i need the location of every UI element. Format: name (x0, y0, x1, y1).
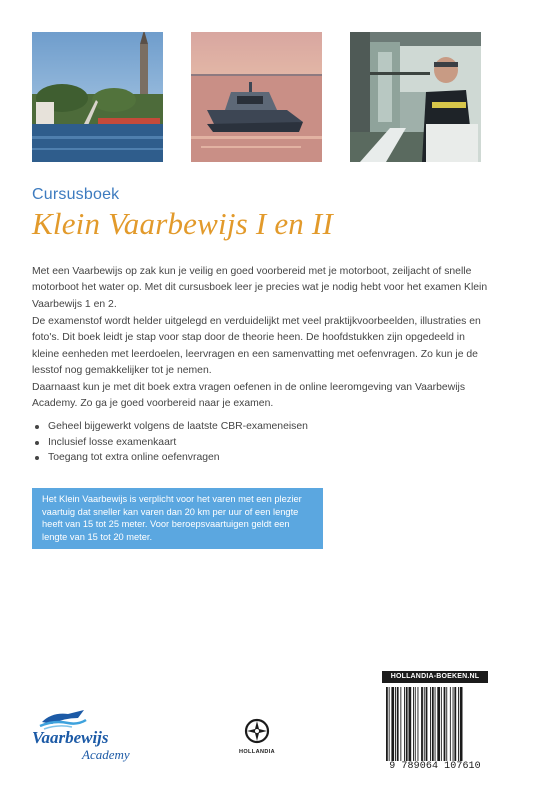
info-box: Het Klein Vaarbewijs is verplicht voor het varen met een plezier vaartuig dat sneller kan varen dan 20 km per uur of een lengte heeft van 15 tot 25 meter. Voor beroepsvaartuigen geldt een lengte van 15 tot 20 meter. (32, 488, 323, 549)
list-item (32, 419, 488, 435)
logo-academy-text: Academy (82, 747, 130, 762)
list-item (32, 435, 488, 451)
barcode-bar (421, 687, 423, 761)
barcode-bar (386, 687, 388, 761)
barcode-bar (426, 687, 428, 761)
photo-skipper-lock (350, 32, 481, 162)
feature-list (32, 419, 488, 466)
barcode-bar (435, 687, 436, 761)
bullet-icon (35, 456, 39, 460)
barcode-bar (415, 687, 416, 761)
barcode-bar (424, 687, 425, 761)
barcode-bar (409, 687, 412, 761)
intro-paragraph: Met een Vaarbewijs op zak kun je veilig en goed voorbereid met je motorboot, zeiljacht of snelle motorboot het water op. Met dit cursusboek leer je precies wat je nodig hebt voor het examen Klein Vaarbewijs 1 en 2. (32, 266, 488, 310)
barcode-bar (458, 687, 459, 761)
barcode-bar (453, 687, 454, 761)
publisher-url-label: HOLLANDIA-BOEKEN.NL (382, 671, 488, 683)
barcode-bar (406, 687, 408, 761)
barcode-bars (385, 687, 485, 761)
barcode-bar (391, 687, 394, 761)
barcode-bar (446, 687, 447, 761)
barcode-bar (444, 687, 446, 761)
barcode-bar (395, 687, 396, 761)
isbn-barcode (382, 671, 488, 779)
isbn-digits: 9 789064 107610 (389, 761, 481, 772)
barcode-bar (437, 687, 440, 761)
boat-wave-icon (38, 706, 88, 730)
compass-rose-icon (244, 718, 270, 746)
list-item-text: Inclusief losse examenkaart (48, 436, 177, 448)
barcode-bar (418, 687, 419, 761)
barcode-bar (413, 687, 414, 761)
barcode-bar (397, 687, 399, 761)
barcode-bar (432, 687, 434, 761)
barcode-bar (404, 687, 405, 761)
bullet-icon (35, 441, 39, 445)
list-item-text: Geheel bijgewerkt volgens de laatste CBR-exameneisen (48, 421, 308, 432)
list-item-text: Toegang tot extra online oefenvragen (48, 452, 220, 463)
barcode-bar (441, 687, 442, 761)
logo-wordmark: Vaarbewijs (32, 728, 109, 747)
barcode-bar (430, 687, 431, 761)
barcode-bar (460, 687, 463, 761)
content-paragraph: De examenstof wordt helder uitgelegd en verduidelijkt met veel praktijkvoorbeelden, illustraties en foto's. Dit boek leidt je stap voor stap door de theorie heen. De hoofdstukken zijn opgedeeld in kleine eenheden met leerdoelen, leervragen en een samenvatting met oefenvragen. Zo kun je de lesstof nog gemakkelijker tot je nemen. (32, 316, 481, 376)
barcode-bar (450, 687, 451, 761)
cover-title: Klein Vaarbewijs I en II (32, 206, 333, 241)
list-item (32, 450, 488, 466)
online-paragraph: Daarnaast kun je met dit boek extra vragen oefenen in de online leeromgeving van Vaarbewijs Academy. Zo ga je goed voorbereid naar je examen. (32, 382, 466, 410)
barcode-bar (454, 687, 456, 761)
hollandia-wordmark: HOLLANDIA (239, 749, 275, 755)
barcode-bar (389, 687, 390, 761)
bullet-icon (35, 425, 39, 429)
photo-bridge-church (32, 32, 163, 162)
hollandia-logo (236, 718, 278, 764)
cover-subtitle: Cursusboek (32, 186, 120, 203)
vaarbewijs-academy-logo (30, 706, 150, 768)
barcode-bar (400, 687, 401, 761)
photo-motorboat-sunset (191, 32, 322, 162)
